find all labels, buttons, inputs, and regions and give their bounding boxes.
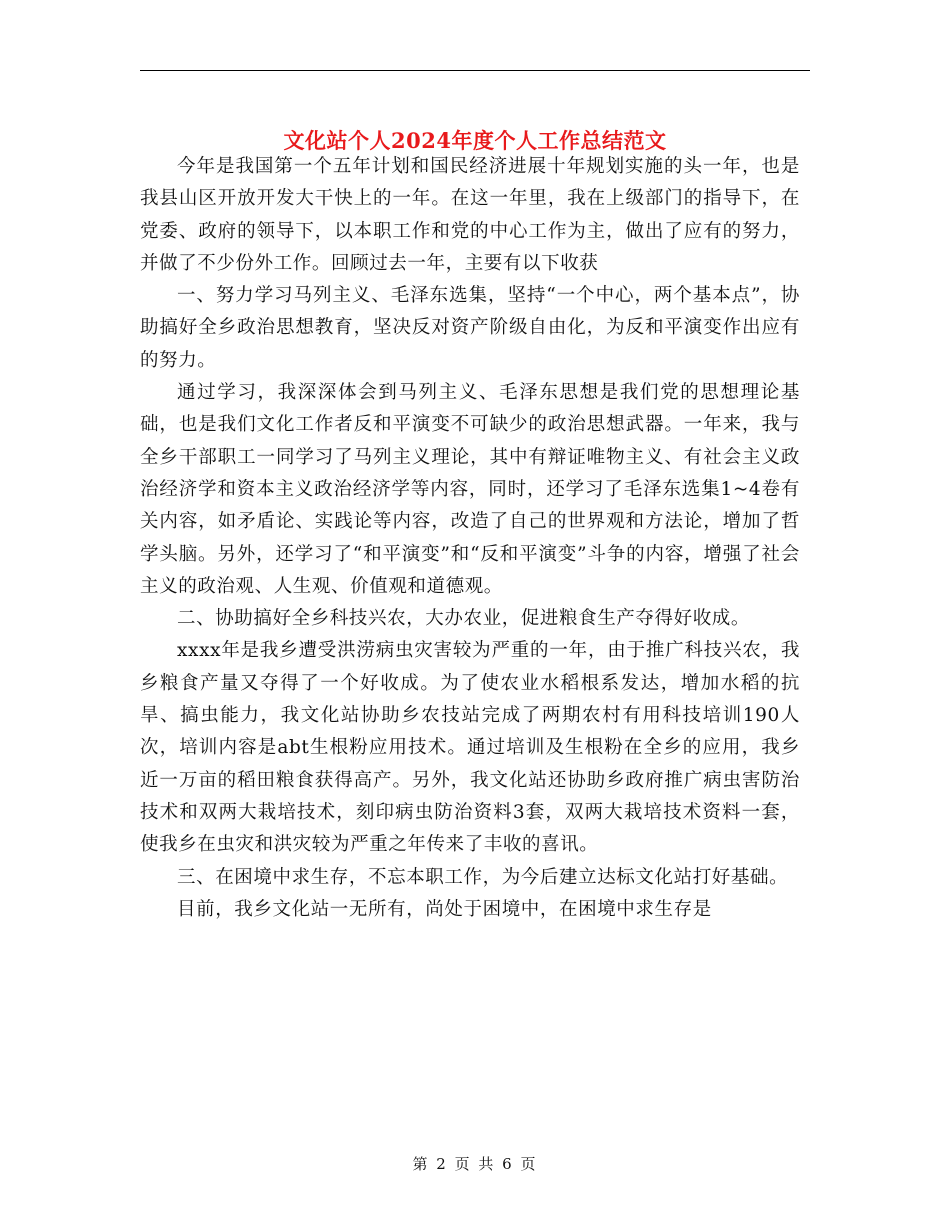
document-title: 文化站个人2024年度个人工作总结范文 — [283, 128, 667, 154]
section-heading-1: 一、努力学习马列主义、毛泽东选集，坚持“一个中心，两个基本点”，协助搞好全乡政治思想教育，坚决反对资产阶级自由化，为反和平演变作出应有的努力。 — [140, 285, 800, 371]
paragraph-current: 目前，我乡文化站一无所有，尚处于困境中，在困境中求生存是 — [177, 898, 712, 920]
page-number: 第 2 页 共 6 页 — [412, 1155, 538, 1173]
document-body — [140, 151, 800, 926]
section-heading-3: 三、在困境中求生存，不忘本职工作，为今后建立达标文化站打好基础。 — [177, 866, 789, 888]
paragraph-agriculture: xxxx年是我乡遭受洪涝病虫灾害较为严重的一年，由于推广科技兴农，我乡粮食产量又夺得了一个好收成。为了使农业水稻根系发达，增加水稻的抗旱、搞虫能力，我文化站协助乡农技站完成了两期农村有用科技培训190人次，培训内容是abt生根粉应用技术。通过培训及生根粉在全乡的应用，我乡近一万亩的稻田粮食获得高产。另外，我文化站还协助乡政府推广病虫害防治技术和双两大栽培技术，刻印病虫防治资料3套，双两大栽培技术资料一套，使我乡在虫灾和洪灾较为严重之年传来了丰收的喜讯。 — [140, 640, 800, 856]
header-rule — [140, 70, 810, 71]
section-heading-2: 二、协助搞好全乡科技兴农，大办农业，促进粮食生产夺得好收成。 — [177, 608, 751, 630]
paragraph-study: 通过学习，我深深体会到马列主义、毛泽东思想是我们党的思想理论基础，也是我们文化工作者反和平演变不可缺少的政治思想武器。一年来，我与全乡干部职工一同学习了马列主义理论，其中有辩证唯物主义、有社会主义政治经济学和资本主义政治经济学等内容，同时，还学习了毛泽东选集1~4卷有关内容，如矛盾论、实践论等内容，改造了自己的世界观和方法论，增加了哲学头脑。另外，还学习了“和平演变”和“反和平演变”斗争的内容，增强了社会主义的政治观、人生观、价值观和道德观。 — [140, 382, 800, 597]
paragraph-intro: 今年是我国第一个五年计划和国民经济进展十年规划实施的头一年，也是我县山区开放开发大干快上的一年。在这一年里，我在上级部门的指导下，在党委、政府的领导下，以本职工作和党的中心工作为主，做出了应有的努力，并做了不少份外工作。回顾过去一年，主要有以下收获 — [140, 156, 800, 274]
